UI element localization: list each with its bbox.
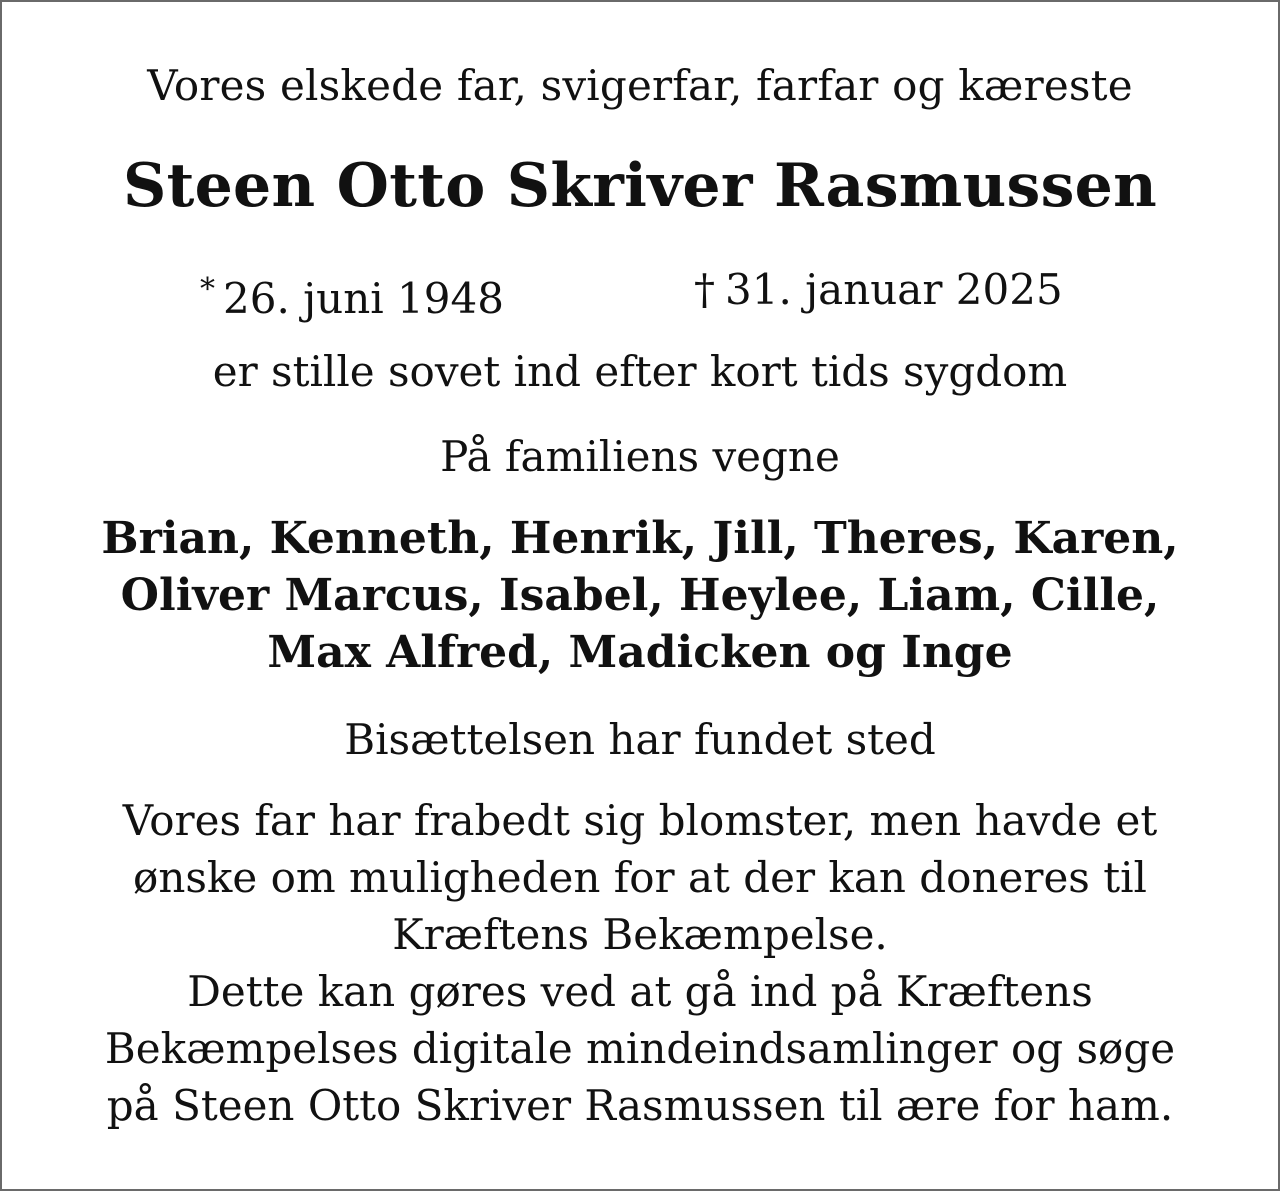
intro-line: Vores elskede far, svigerfar, farfar og kæreste [147,61,1133,110]
message-line: ønske om muligheden for at der kan doneres til [133,853,1147,902]
signers-line: Max Alfred, Madicken og Inge [267,627,1013,678]
family-signers [2,510,1278,681]
life-dates [2,260,1278,323]
message-line: Dette kan gøres ved at gå ind på Kræftens [187,967,1093,1016]
signers-line: Brian, Kenneth, Henrik, Jill, Theres, Karen, [101,513,1179,564]
death-date [694,260,1063,320]
passed-away-line: er stille sovet ind efter kort tids sygdom [212,347,1068,396]
message-line: på Steen Otto Skriver Rasmussen til ære for ham. [106,1081,1174,1130]
birth-date-text: 26. juni 1948 [223,274,504,323]
death-date-text: 31. januar 2025 [725,265,1063,314]
funeral-line: Bisættelsen har fundet sted [344,715,936,764]
deceased-name: Steen Otto Skriver Rasmussen [122,151,1158,221]
on-behalf-line: På familiens vegne [440,432,840,481]
donation-message [2,792,1278,1134]
message-line: Bekæmpelses digitale mindeindsamlinger og søge [104,1024,1176,1073]
birth-star-icon: * [200,272,215,307]
message-line: Vores far har frabedt sig blomster, men havde et [122,796,1158,845]
birth-date [200,260,504,329]
death-cross-icon: † [694,265,715,314]
message-line: Kræftens Bekæmpelse. [392,910,888,959]
signers-line: Oliver Marcus, Isabel, Heylee, Liam, Cille, [120,570,1160,621]
